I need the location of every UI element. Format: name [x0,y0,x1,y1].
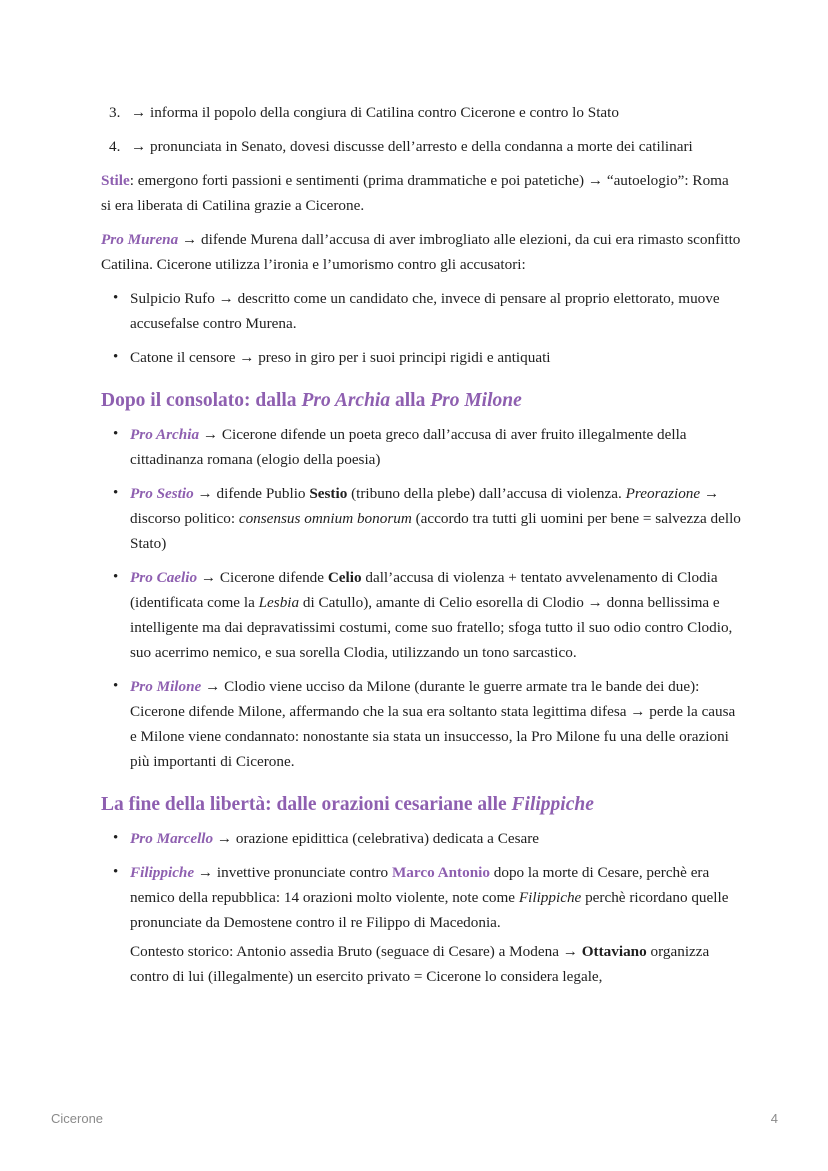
murena-label: Pro Murena [101,231,179,248]
list-number: 4. [109,138,121,155]
list-item-pro-milone: • Pro Milone → Clodio viene ucciso da Milone (durante le guerre armate tra le bande dei due): Cicerone difende Milone, affermando che la sua era soltanto stata legittima difesa → perde la causa e Milone viene condannato: nonostante sia stata un insuccesso, la Pro Milone fu una delle orazioni più importanti di Cicerone. [130,674,741,774]
list-item-pro-archia: • Pro Archia → Cicerone difende un poeta greco dall’accusa di aver fruito illegalmente della cittadinanza romana (elogio della poesia) [130,422,741,472]
murena-list [101,286,741,370]
document-page [101,100,741,998]
pro-caelio-label: Pro Caelio [130,569,198,586]
consolato-list [101,422,741,774]
section-heading-consolato: Dopo il consolato: dalla Pro Archia alla Pro Milone [101,390,522,411]
list-item-text: → informa il popolo della congiura di Catilina contro Cicerone e contro lo Stato [131,104,619,121]
stile-paragraph [101,168,741,218]
stile-label: Stile [101,172,130,189]
section-heading-liberta: La fine della libertà: dalle orazioni cesariane alle Filippiche [101,794,594,815]
footer-title: Cicerone [51,1111,104,1126]
list-item-pro-sestio: • Pro Sestio → difende Publio Sestio (tribuno della plebe) dall’accusa di violenza. Preorazione → discorso politico: consensus omnium bonorum (accordo tra tutti gli uomini per bene = salvezza dello Stato) [130,481,741,556]
list-number: 3. [109,104,121,121]
pro-sestio-label: Pro Sestio [130,485,194,502]
list-item: • Sulpicio Rufo → descritto come un candidato che, invece di pensare al proprio elettorato, muove accusefalse contro Murena. [130,286,741,336]
list-item [109,100,741,125]
page-number: 4 [770,1111,778,1126]
pro-marcello-label: Pro Marcello [130,830,214,847]
contesto-storico: Contesto storico: Antonio assedia Bruto (seguace di Cesare) a Modena → Ottaviano organizza contro di lui (illegalmente) un esercito privato = Cicerone lo considera legale, [130,943,710,985]
murena-text: → difende Murena dall’accusa di aver imbrogliato alle elezioni, da cui era rimasto sconfitto Catilina. Cicerone utilizza l’ironia e l’umorismo contro gli accusatori: [101,231,741,273]
list-item-text: → pronunciata in Senato, dovesi discusse dell’arresto e della condanna a morte dei catilinari [131,138,693,155]
pro-archia-label: Pro Archia [130,426,200,443]
pro-milone-label: Pro Milone [130,678,202,695]
liberta-list [101,826,741,989]
list-item-pro-marcello: • Pro Marcello → orazione epidittica (celebrativa) dedicata a Cesare [130,826,741,851]
list-item [109,134,741,159]
list-item-filippiche: • Filippiche → invettive pronunciate contro Marco Antonio dopo la morte di Cesare, perchè era nemico della repubblica: 14 orazioni molto violente, note come Filippiche perchè ricordano quelle pronunciate da Demostene contro il re Filippo di Macedonia. Contesto storico: Antonio assedia Bruto (seguace di Cesare) a Modena → Ottaviano organizza contro di lui (illegalmente) un esercito privato = Cicerone lo considera legale, [130,860,741,989]
stile-text: : emergono forti passioni e sentimenti (prima drammatiche e poi patetiche) → “autoelogio”: Roma si era liberata di Catilina grazie a Cicerone. [101,172,729,214]
murena-paragraph [101,227,741,277]
numbered-list [101,100,741,159]
list-item: • Catone il censore → preso in giro per i suoi principi rigidi e antiquati [130,345,741,370]
filippiche-label: Filippiche [130,864,195,881]
marco-antonio-highlight: Marco Antonio [391,864,490,881]
list-item-pro-caelio: • Pro Caelio → Cicerone difende Celio dall’accusa di violenza + tentato avvelenamento di Clodia (identificata come la Lesbia di Catullo), amante di Celio esorella di Clodio → donna bellissima e intelligente ma dai depravatissimi costumi, come suo fratello; sfoga tutto il suo odio contro Clodio, suo acerrimo nemico, e sua sorella Clodia, utilizzando un tono sarcastico. [130,565,741,665]
